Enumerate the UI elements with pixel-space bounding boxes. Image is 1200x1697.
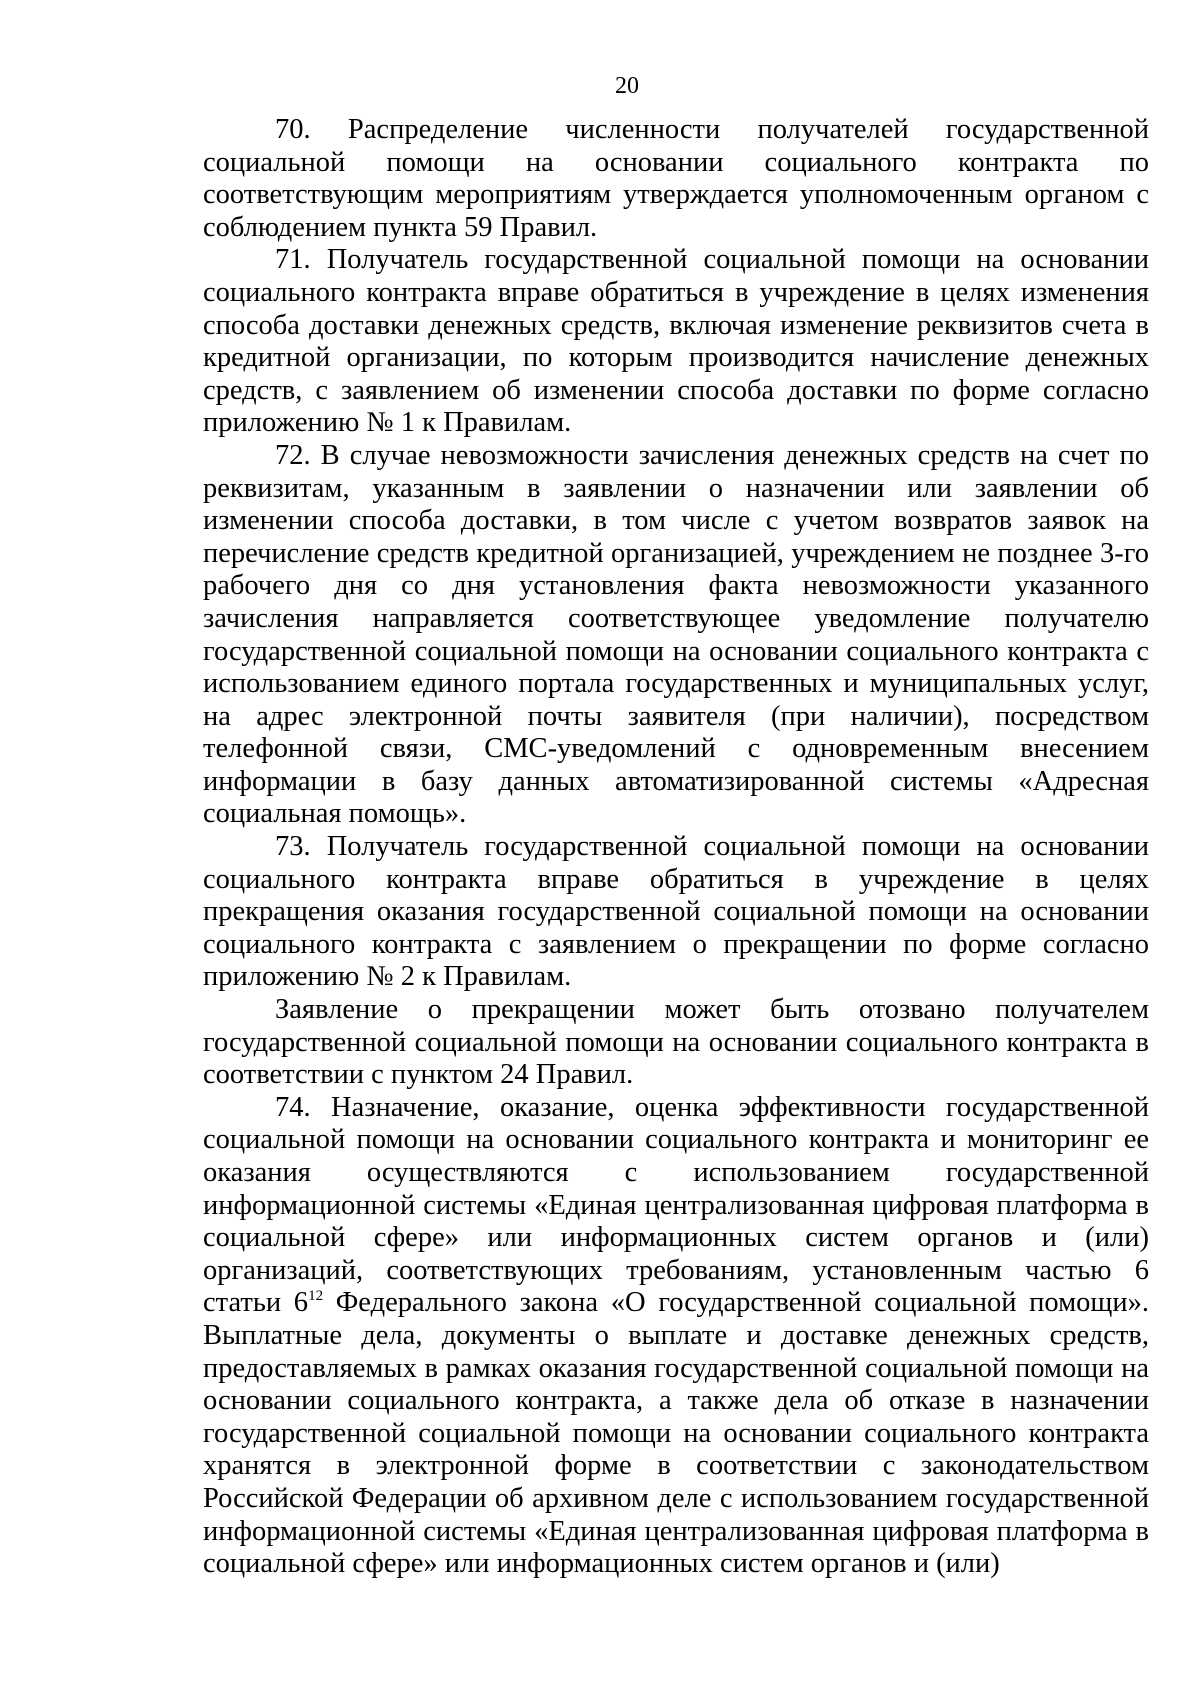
- paragraph-74-part-1: 74. Назначение, оказание, оценка эффективности государственной социальной помощи на основании социального контракта и мониторинг ее оказания осуществляются с использованием государственной информационной системы «Единая централизованная цифровая платформа в социальной сфере» или информационных систем органов и (или) организаций, соответствующих требованиям, установленным частью 6 статьи 6: [203, 1091, 1149, 1319]
- document-body: [203, 114, 1149, 1581]
- paragraph-73-withdrawal: Заявление о прекращении может быть отозвано получателем государственной социальной помощи на основании социального контракта в соответствии с пунктом 24 Правил.: [203, 994, 1149, 1091]
- paragraph-72: 72. В случае невозможности зачисления денежных средств на счет по реквизитам, указанным в заявлении о назначении или заявлении об изменении способа доставки, в том числе с учетом возвратов заявок на перечисление средств кредитной организацией, учреждением не позднее 3-го рабочего дня со дня установления факта невозможности указанного зачисления направляется соответствующее уведомление получателю государственной социальной помощи на основании социального контракта с использованием единого портала государственных и муниципальных услуг, на адрес электронной почты заявителя (при наличии), посредством телефонной связи, СМС-уведомлений с одновременным внесением информации в базу данных автоматизированной системы «Адресная социальная помощь».: [203, 439, 1149, 830]
- paragraph-73: 73. Получатель государственной социальной помощи на основании социального контракта вправе обратиться в учреждение в целях прекращения оказания государственной социальной помощи на основании социального контракта с заявлением о прекращении по форме согласно приложению № 2 к Правилам.: [203, 831, 1149, 993]
- paragraph-74: [203, 1092, 1149, 1581]
- paragraph-70: 70. Распределение численности получателей государственной социальной помощи на основании социального контракта по соответствующим мероприятиям утверждается уполномоченным органом с соблюдением пункта 59 Правил.: [203, 114, 1149, 243]
- paragraph-71: 71. Получатель государственной социальной помощи на основании социального контракта вправе обратиться в учреждение в целях изменения способа доставки денежных средств, включая изменение реквизитов счета в кредитной организации, по которым производится начисление денежных средств, с заявлением об изменении способа доставки по форме согласно приложению № 1 к Правилам.: [203, 244, 1149, 439]
- paragraph-74-part-2: Федерального закона «О государственной социальной помощи». Выплатные дела, документы о выплате и доставке денежных средств, предоставляемых в рамках оказания государственной социальной помощи на основании социального контракта, а также дела об отказе в назначении государственной социальной помощи на основании социального контракта хранятся в электронной форме в соответствии с законодательством Российской Федерации об архивном деле с использованием государственной информационной системы «Единая централизованная цифровая платформа в социальной сфере» или информационных систем органов и (или): [203, 1287, 1149, 1580]
- article-superscript: 12: [308, 1288, 324, 1305]
- page-number: 20: [615, 73, 639, 99]
